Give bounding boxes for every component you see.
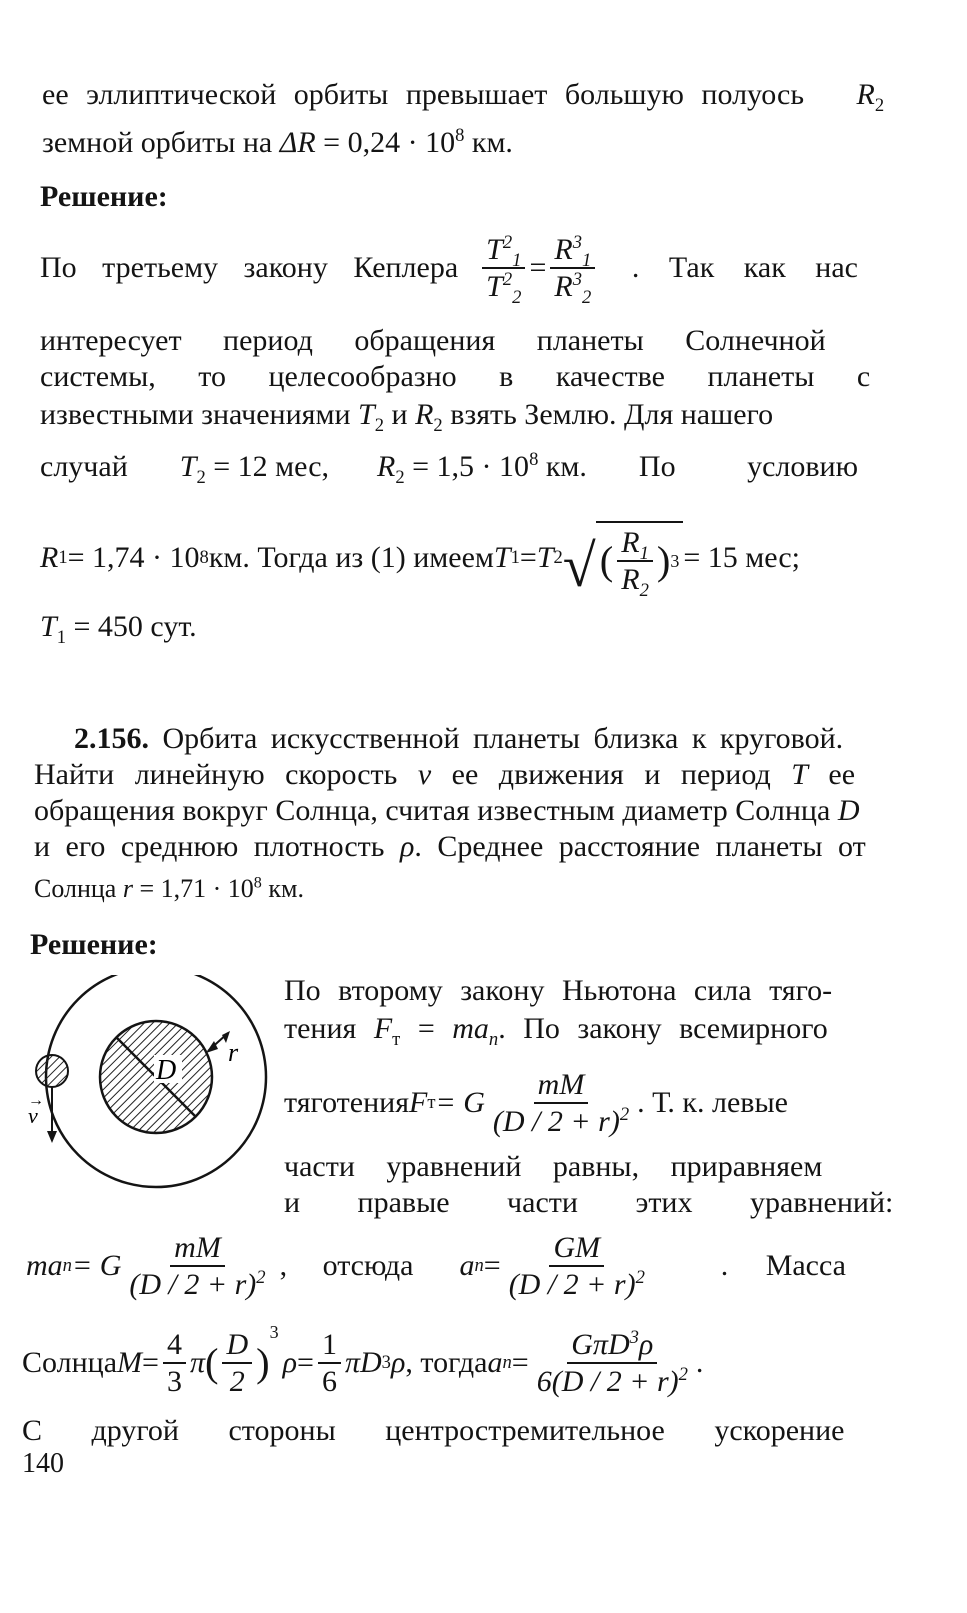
kepler-fraction-R: $\frac{R^3_1}{R^3_2}$	[550, 234, 595, 303]
text-line: интересует период обращения планеты Солнечной	[40, 324, 826, 357]
solution-heading: Решение:	[30, 928, 158, 961]
formula-line: тяготения F т = G $\frac{mM}{(D / 2 + r)^2}$ . Т. к. левые	[284, 1067, 788, 1138]
text-line: системы, то целесообразно в качестве планеты с	[40, 360, 871, 393]
problem-statement-line: Солнца $r = 1,71 \cdot 10^8$ км.	[34, 874, 304, 903]
planet-circle	[36, 1055, 68, 1087]
formula-line: R 1 = 1,74 · 10 8 км. Тогда из (1) имеем T 1 = T 2 √ ( $\frac{R_1}{R_2}$ ) 3 = 15 мес;	[40, 510, 800, 606]
problem-statement-line: и его среднюю плотность ρ. Среднее расстояние планеты от	[34, 830, 866, 863]
text-line: части уравнений равны, приравняем	[284, 1150, 823, 1183]
text-line: С другой стороны центростремительное ускорение	[22, 1414, 845, 1447]
problem-statement-line: Найти линейную скорость v ее движения и период T ее	[34, 758, 856, 791]
orbit-diagram	[22, 975, 272, 1195]
page-number: 140	[22, 1448, 64, 1479]
text-line: ее эллиптической орбиты превышает большую полуось $R_2$	[42, 78, 885, 116]
problem-statement-line: обращения вокруг Солнца, считая известным диаметр Солнца D	[34, 794, 860, 827]
solution-heading: Решение:	[40, 180, 168, 213]
text-line: земной орбиты на $\Delta R = 0,24 \cdot 10^8$ км.	[42, 125, 513, 159]
text-line: $T_1 = 450$ сут.	[40, 610, 197, 648]
svg-text:→: →	[28, 1092, 44, 1109]
formula-line: ma n = G $\frac{mM}{(D / 2 + r)^2}$ , отсюда a n = $\frac{GM}{(D / 2 + r)^2}$ . Масса	[26, 1230, 846, 1301]
text-line: случай $T_2 = 12$ мес, $R_2 = 1,5 \cdot 10^8$ км. По условию	[40, 449, 858, 488]
label-v: v	[28, 1103, 38, 1128]
text-line: известными значениями $T_2$ и $R_2$ взять Землю. Для нашего	[40, 398, 774, 436]
kepler-fraction-T: $\frac{T^2_1}{T^2_2}$	[482, 234, 525, 303]
sqrt-expression: √ ( $\frac{R_1}{R_2}$ ) 3	[563, 521, 684, 596]
text-line: По второму закону Ньютона сила тяго-	[284, 974, 833, 1007]
kepler-law-line: По третьему закону Кеплера $\frac{T^2_1}{T^2_2}$ = $\frac{R^3_1}{R^3_2}$ . Так как нас	[40, 231, 858, 308]
label-r: r	[228, 1038, 239, 1067]
text-line: и правые части этих уравнений:	[284, 1186, 894, 1219]
formula-line: Солнца M = $\frac{4}{3}$ π ( $\frac{D}{2}$ ) 3 ρ = $\frac{1}{6}$ πD 3 ρ , тогда a n = $\frac{G\pi D^3\rho}{6(D / 2 + r)^2}$ .	[22, 1322, 704, 1398]
problem-statement-line: 2.156. Орбита искусственной планеты близка к круговой.	[74, 722, 844, 755]
problem-number: 2.156.	[74, 722, 149, 755]
text-line: тения $F_т = ma_n$. По закону всемирного	[284, 1012, 828, 1050]
label-D: D	[156, 1055, 177, 1086]
